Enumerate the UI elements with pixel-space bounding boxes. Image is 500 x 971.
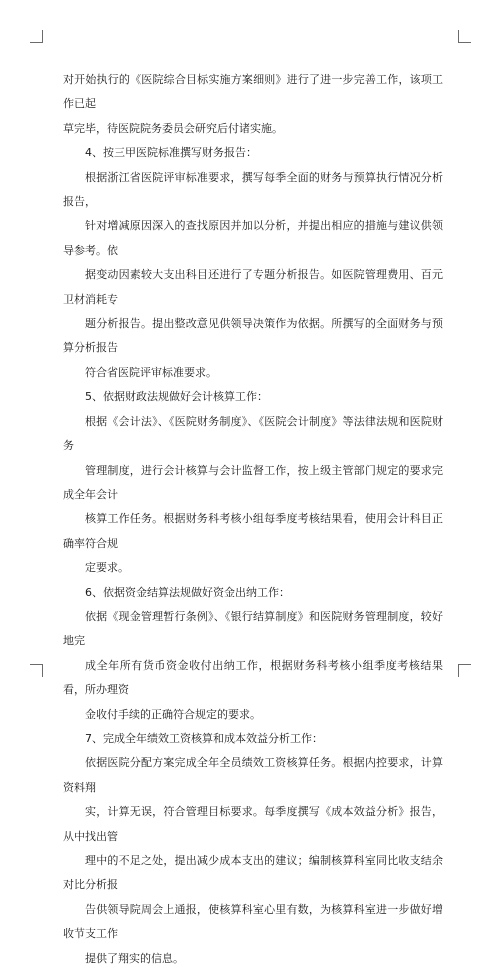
text-line: 根据浙江省医院评审标准要求，撰写每季全面的财务与预算执行情况分析报告， bbox=[63, 170, 443, 209]
text-line: 题分析报告。提出整改意见供领导决策作为依据。所撰写的全面财务与预算分析报告 bbox=[63, 317, 443, 355]
paragraph bbox=[63, 410, 443, 581]
section-heading bbox=[63, 141, 443, 165]
section-heading bbox=[63, 385, 443, 409]
text-line: 针对增减原因深入的查找原因并加以分析，并提出相应的措施与建议供领导参考。依 bbox=[63, 219, 443, 257]
text-line: 5、依据财政法规做好会计核算工作： bbox=[85, 390, 268, 404]
crop-mark-top-right bbox=[458, 30, 471, 43]
text-line: 定要求。 bbox=[85, 561, 129, 575]
paragraph bbox=[63, 751, 443, 971]
section-heading bbox=[63, 581, 443, 605]
paragraph bbox=[63, 68, 443, 141]
text-line: 核算工作任务。根据财务科考核小组每季度考核结果看，使用会计科目正确率符合规 bbox=[63, 512, 443, 550]
section-heading bbox=[63, 727, 443, 751]
text-line: 草完毕，待医院院务委员会研究后付诸实施。 bbox=[63, 121, 283, 135]
text-line: 依据《现金管理暂行条例》、《银行结算制度》和医院财务管理制度，较好地完 bbox=[63, 609, 443, 648]
text-line: 成全年所有货币资金收付出纳工作，根据财务科考核小组季度考核结果看，所办理资 bbox=[63, 658, 443, 697]
paragraph bbox=[63, 605, 443, 727]
text-line: 金收付手续的正确符合规定的要求。 bbox=[85, 707, 261, 721]
crop-mark-top-left bbox=[30, 30, 43, 43]
text-line: 提供了翔实的信息。 bbox=[85, 951, 184, 965]
text-line: 根据《会计法》、《医院财务制度》、《医院会计制度》等法律法规和医院财务 bbox=[63, 414, 443, 453]
text-line: 4、按三甲医院标准撰写财务报告： bbox=[85, 146, 257, 160]
text-line: 据变动因素较大支出科目还进行了专题分析报告。如医院管理费用、百元卫材消耗专 bbox=[63, 268, 443, 306]
text-line: 实，计算无误，符合管理目标要求。每季度撰写《成本效益分析》报告，从中找出管 bbox=[63, 805, 443, 843]
text-line: 理中的不足之处，提出减少成本支出的建议；编制核算科室同比收支结余对比分析报 bbox=[63, 854, 443, 892]
crop-mark-bottom-right bbox=[458, 664, 471, 677]
text-line: 6、依据资金结算法规做好资金出纳工作： bbox=[85, 585, 290, 599]
paragraph bbox=[63, 166, 443, 386]
text-line: 对开始执行的《医院综合目标实施方案细则》进行了进一步完善工作，该项工作已起 bbox=[63, 73, 443, 111]
text-line: 符合省医院评审标准要求。 bbox=[85, 365, 217, 379]
text-line: 告供领导院周会上通报，使核算科室心里有数，为核算科室进一步做好增收节支工作 bbox=[63, 902, 443, 941]
text-line: 依据医院分配方案完成全年全员绩效工资核算任务。根据内控要求，计算资料翔 bbox=[63, 756, 443, 794]
text-line: 7、完成全年绩效工资核算和成本效益分析工作： bbox=[85, 731, 323, 745]
document-body bbox=[63, 68, 443, 971]
text-line: 管理制度，进行会计核算与会计监督工作，按上级主管部门规定的要求完成全年会计 bbox=[63, 463, 443, 501]
crop-mark-bottom-left bbox=[30, 664, 43, 677]
